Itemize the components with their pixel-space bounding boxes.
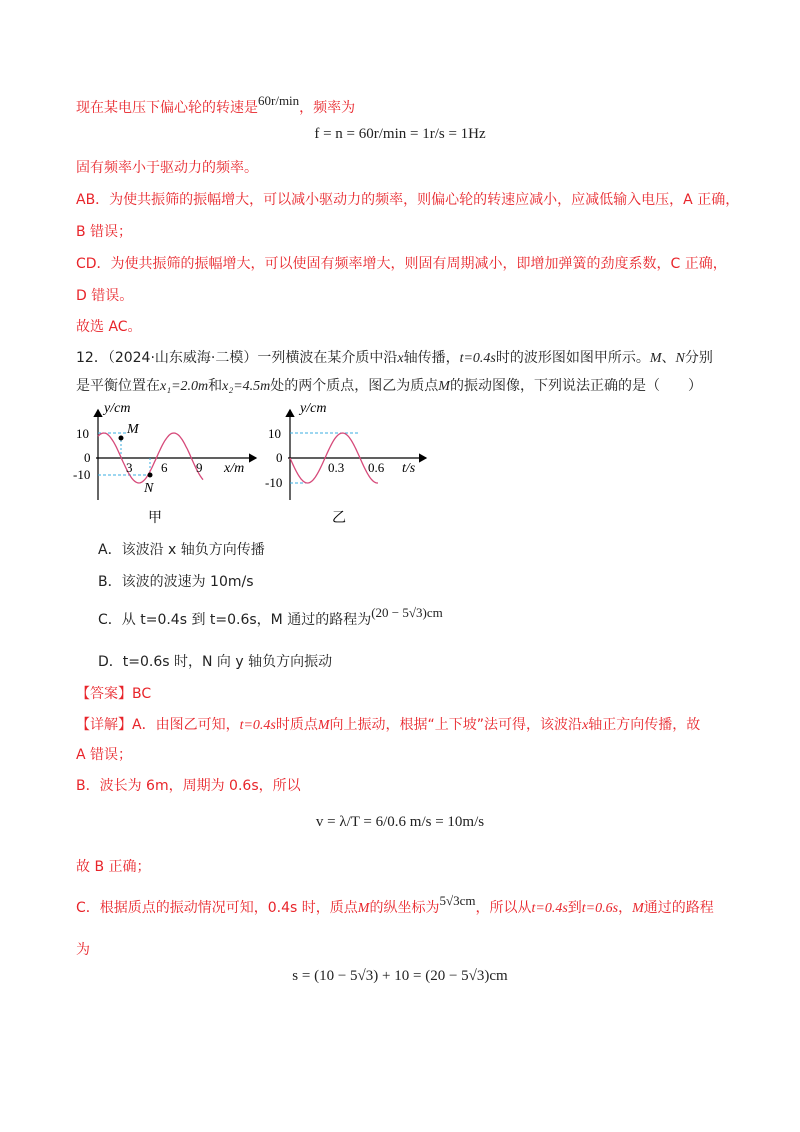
var: t=0.4s <box>239 718 276 733</box>
text: 的纵坐标为 <box>369 900 440 916</box>
var: x <box>397 351 404 366</box>
tick-x: 0.6 <box>368 460 385 475</box>
var: x₂=4.5m <box>222 379 271 394</box>
prev-line2: 固有频率小于驱动力的频率。 <box>76 160 258 176</box>
tick-y: -10 <box>73 467 91 482</box>
c-value: 5√3cm <box>439 893 476 908</box>
var: M <box>632 901 644 916</box>
text: ， <box>618 900 633 916</box>
prev-ab-1: AB．为使共振筛的振幅增大，可以减小驱动力的频率，则偏心轮的转速应减小，应减低输入电压，A 正确， <box>76 192 740 208</box>
prev-cd-1: CD．为使共振筛的振幅增大，可以使固有频率增大，则固有周期减小，即增加弹簧的劲度系数，C 正确， <box>76 256 727 272</box>
explain-b-end: 故 B 正确； <box>76 859 151 875</box>
c-value: (20 − 5√3)cm <box>371 605 443 620</box>
tick-y: 10 <box>268 426 281 441</box>
point-M <box>119 436 124 441</box>
var: M <box>649 351 662 366</box>
tick-y: -10 <box>265 475 283 490</box>
text: 时质点 <box>275 717 318 733</box>
prev-ab-2: B 错误； <box>76 224 133 240</box>
var: t=0.4s <box>531 901 568 916</box>
var: t=0.6s <box>581 901 619 916</box>
text: 一列横波在某介质中沿 <box>257 350 398 366</box>
option-b[interactable]: B．该波的波速为 10m/s <box>98 574 254 590</box>
var: M <box>317 718 330 733</box>
option-d[interactable]: D．t=0.6s 时，N 向 y 轴负方向振动 <box>98 654 333 670</box>
question-source: （2024·山东威海·二模） <box>107 350 258 366</box>
x-label: x/m <box>224 461 245 476</box>
text: 处的两个质点，图乙为质点 <box>270 378 439 394</box>
text: C．从 t=0.4s 到 t=0.6s，M 通过的路程为 <box>98 612 372 628</box>
label-M: M <box>127 422 139 437</box>
text: 是平衡位置在 <box>76 378 160 394</box>
text: ，所以从 <box>475 900 532 916</box>
var: M <box>438 379 450 394</box>
text: ，频率为 <box>299 100 356 116</box>
text: A．由图乙可知， <box>132 717 240 733</box>
explain-b-line: B．波长为 6m，周期为 0.6s，所以 <box>76 778 301 794</box>
caption: 甲 <box>148 511 162 526</box>
answer-label: 【答案】 <box>76 686 132 702</box>
text: 向上振动，根据“上下坡”法可得，该波沿 <box>329 717 583 733</box>
question-stem-line1 <box>76 348 713 369</box>
t-label: t/s <box>402 461 416 476</box>
tick-x: 6 <box>161 460 168 475</box>
y-label: y/cm <box>300 401 327 416</box>
y-label: y/cm <box>104 401 131 416</box>
text: 现在某电压下偏心轮的转速是 <box>76 100 258 116</box>
equation-frequency: f = n = 60r/min = 1r/s = 1Hz <box>314 126 486 142</box>
rate-value: 60r/min <box>258 93 300 108</box>
equation-velocity: v = λ/T = 6/0.6 m/s = 10m/s <box>315 814 485 830</box>
text: 时的波形图如图甲所示。 <box>495 350 650 366</box>
text: 的振动图像，下列说法正确的是（ ） <box>449 378 702 394</box>
explain-c-line1 <box>76 893 714 919</box>
text: 通过的路程 <box>643 900 714 916</box>
tick-y: 0 <box>84 450 91 465</box>
point-N <box>148 473 153 478</box>
var: x <box>582 718 589 733</box>
text: 轴正方向传播，故 <box>588 717 701 733</box>
question-number: 12． <box>76 350 108 366</box>
text: 分别 <box>684 350 713 366</box>
text: 到 <box>567 900 582 916</box>
var: t=0.4s <box>459 351 496 366</box>
prev-choose: 故选 AC。 <box>76 319 142 335</box>
option-a[interactable]: A．该波沿 x 轴负方向传播 <box>98 542 265 558</box>
tick-y: 10 <box>76 426 89 441</box>
graph-yi <box>265 400 438 530</box>
var: M <box>357 901 370 916</box>
caption: 乙 <box>332 511 346 526</box>
answer-line <box>76 684 151 704</box>
var: x₁=2.0m <box>160 379 209 394</box>
tick-x: 0.3 <box>328 460 345 475</box>
explain-label: 【详解】 <box>76 717 132 733</box>
text: 和 <box>208 378 223 394</box>
tick-y: 0 <box>276 450 283 465</box>
text: 轴传播， <box>403 350 460 366</box>
explain-c-line2: 为 <box>76 942 90 958</box>
equation-distance: s = (10 − 5√3) + 10 = (20 − 5√3)cm <box>292 968 508 984</box>
label-N: N <box>144 481 154 496</box>
var: N <box>675 351 685 366</box>
text: C．根据质点的振动情况可知，0.4s 时，质点 <box>76 900 358 916</box>
question-stem-line2 <box>76 376 702 397</box>
prev-line1 <box>76 93 356 118</box>
tick-x: 3 <box>126 460 133 475</box>
explain-a-line1 <box>76 715 700 736</box>
prev-cd-2: D 错误。 <box>76 288 134 304</box>
graph-jia <box>73 400 266 530</box>
answer-value: BC <box>132 686 152 702</box>
text: 、 <box>661 350 676 366</box>
tick-x: 9 <box>196 460 203 475</box>
explain-a-line2: A 错误； <box>76 747 133 763</box>
option-c[interactable] <box>98 605 443 630</box>
